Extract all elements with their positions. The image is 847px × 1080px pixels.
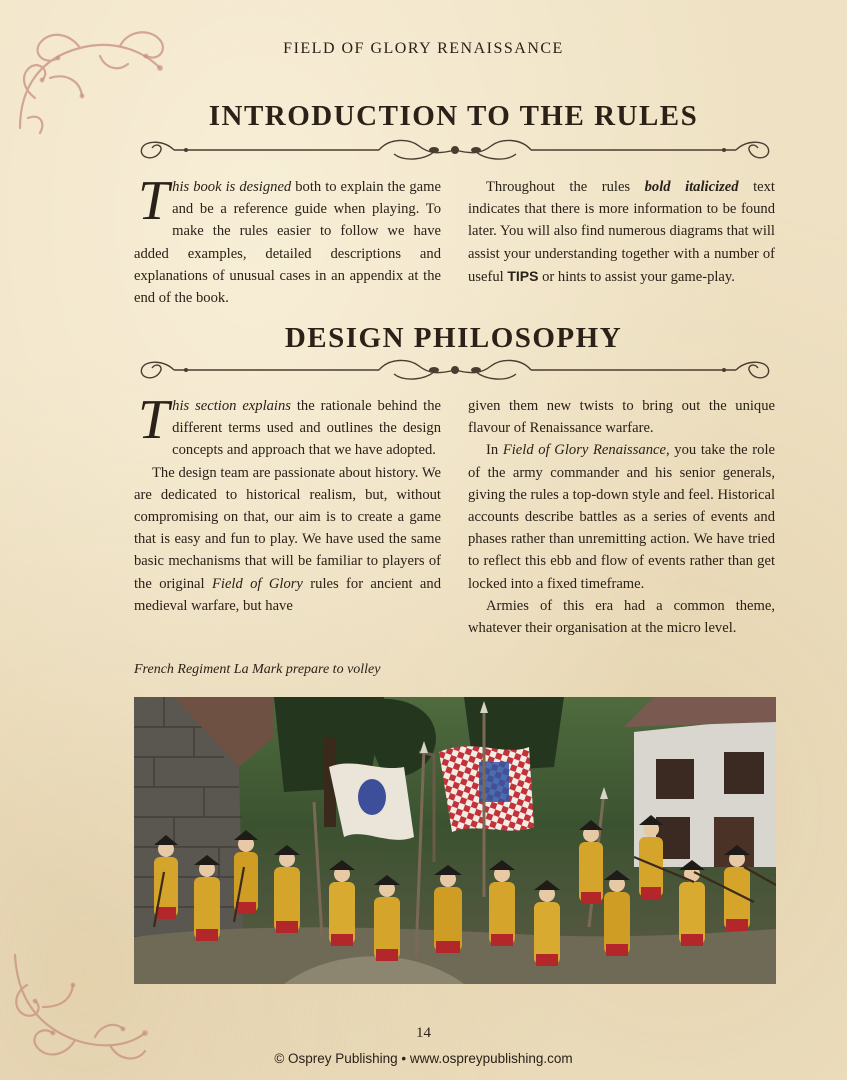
footer-copyright: © Osprey Publishing • www.ospreypublishing.com [274,1051,573,1066]
lead-italic: his section explains [172,398,291,414]
paragraph-text: Throughout the rules [486,179,645,195]
lead-italic: his book is designed [172,179,292,195]
tips-label: TIPS [507,267,539,284]
miniatures-photo [134,697,776,984]
paragraph-text: text indicates that there is more information to be found later. You will also find numerous diagrams that will assist your understanding together with a number of useful [468,179,775,285]
drop-cap: T [138,170,170,232]
intro-right-column [468,176,775,288]
paragraph-text: Armies of this era had a common theme, whatever their organisation at the micro level. [468,597,775,637]
paragraph-text: The design team are passionate about history. We are dedicated to historical realism, but, without compromising on that, our aim is to create a game that is easy and fun to play. We have used the same basic mechanisms that will be familiar to players of the original [134,464,441,592]
design-left-column [134,389,441,617]
italic-title: Field of Glory Renaissance [502,442,666,459]
paragraph-text: both to explain the game and be a reference guide when playing. To make the rules easier to follow we have added examples, detailed descriptions and explanations of unusual cases in an appendix at the end of the book. [134,179,441,307]
scroll-ornament-icon [134,356,776,384]
running-head: FIELD OF GLORY RENAISSANCE [283,40,564,57]
bold-italic-text: bold italicized [644,179,739,195]
italic-title: Field of Glory [211,575,303,592]
paragraph-text: In [486,442,503,459]
paragraph-text: given them new twists to bring out the unique flavour of Renaissance warfare. [468,398,775,437]
design-right-column [468,395,775,639]
intro-left-column [134,170,441,309]
photo-caption: French Regiment La Mark prepare to volley [134,662,381,677]
paragraph-text: the rationale behind the different terms used and outlines the design concepts and approach that we have adopted. [172,398,441,459]
paragraph-text: or hints to assist your game-play. [538,268,735,285]
section-title-design-philosophy: DESIGN PHILOSOPHY [284,322,623,354]
scroll-ornament-icon [134,136,776,164]
drop-cap: T [138,389,170,451]
section-title-introduction: INTRODUCTION TO THE RULES [208,100,699,132]
paragraph-text: , you take the role of the army commander and his senior generals, giving the rules a top-down style and feel. Historical accounts describe battles as a series of events and phases rather than unremitting action. We have tried to reflect this ebb and flow of events rather than get locked into a fixed timeframe. [468,442,775,592]
paragraph-text: rules for ancient and medieval warfare, but have [134,575,441,614]
page-number: 14 [416,1025,431,1041]
